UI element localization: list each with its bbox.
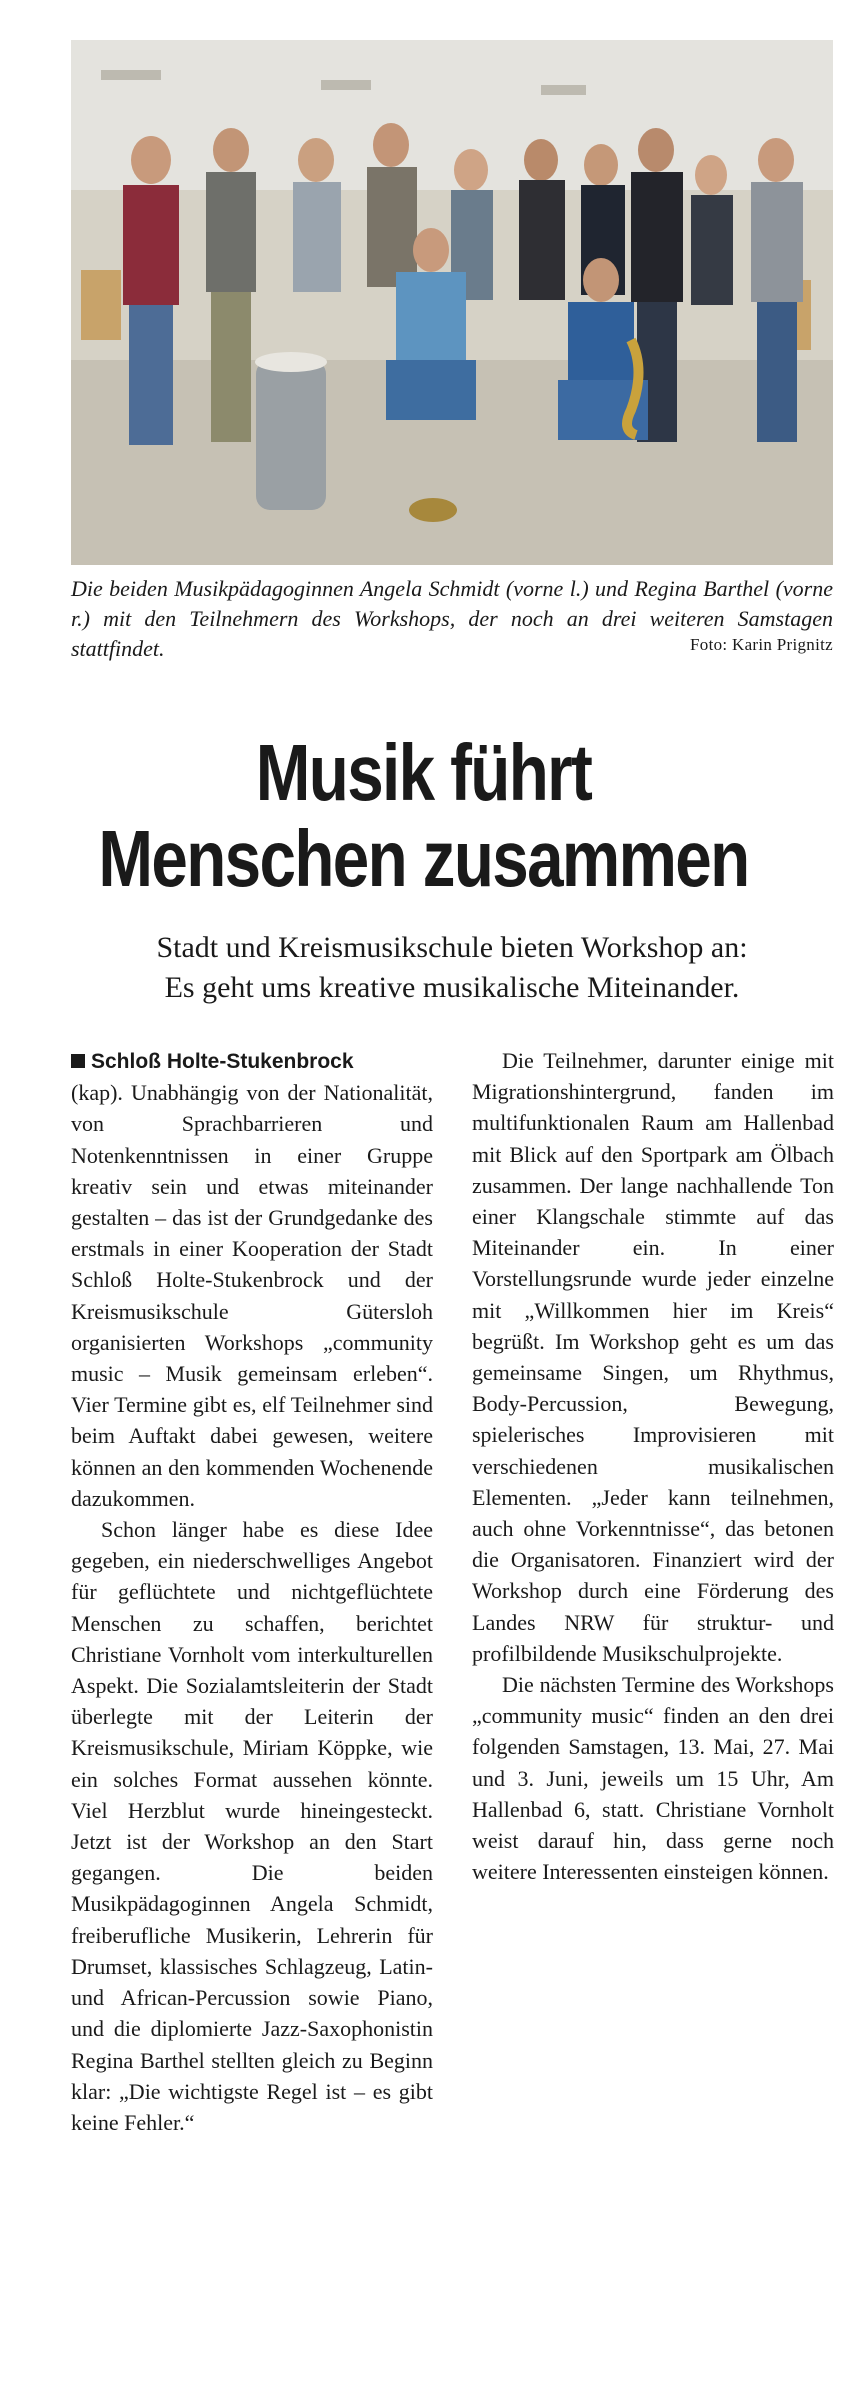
paragraph-3-text: Die Teilnehmer, darunter einige mit Migrationshintergrund, fanden im multifunktionalen Raum am Hallenbad mit Blick auf den Sportpark am Ölbach zusammen. Der lange nachhallende Ton einer Klangschale stimmte auf das Miteinander ein. In einer Vorstellungsrunde wurde jeder einzelne mit „Willkommen hier im Kreis“ begrüßt. Im Workshop geht es um das gemeinsame Singen, um Rhythmus, Body-Percussion, Bewegung, spielerisches Improvisieren mit verschiedenen musikalischen Elementen. „Jeder kann teilnehmen, auch ohne Vorkenntnisse“, das betonen die Organisatoren. Finanziert wird der Workshop durch eine Förderung des Landes NRW für struktur- und profilbildende Musikschulprojekte.	[472, 1048, 834, 1666]
photo-credit: Foto: Karin Prignitz	[690, 635, 833, 654]
headline-line-1: Musik führt	[255, 728, 592, 817]
caption-text: Die beiden Musikpädagoginnen Angela Schmidt (vorne l.) und Regina Barthel (vorne r.) mit den Teilnehmern des Workshops, der noch an drei weiteren Samstagen stattfindet.	[71, 576, 833, 661]
paragraph-4-text: Die nächsten Termine des Workshops „community music“ finden an den drei folgenden Samstagen, 13. Mai, 27. Mai und 3. Juni, jeweils um 15 Uhr, Am Hallenbad 6, statt. Christiane Vornholt weist darauf hin, dass gerne noch weitere Interessenten einsteigen können.	[472, 1672, 834, 1885]
paragraph-1-text: (kap). Unabhängig von der Nationalität, von Sprachbarrieren und Notenkenntnissen in einer Gruppe kreativ sein und etwas miteinander gestalten – das ist der Grundgedanke des erstmals in einer Kooperation der Stadt Schloß Holte-Stukenbrock und der Kreismusikschule Gütersloh organisierten Workshops „community music – Musik gemeinsam erleben“. Vier Termine gibt es, elf Teilnehmer sind beim Auftakt dabei gewesen, weitere können an den kommenden Wochenende dazukommen.	[71, 1080, 433, 1511]
group-photo	[71, 40, 833, 565]
group-photo-illustration	[71, 40, 833, 565]
subheadline-line-1: Stadt und Kreismusikschule bieten Workshop an:	[156, 931, 748, 964]
article-paragraph-2	[71, 1514, 433, 2138]
subheadline	[71, 928, 833, 1008]
article-paragraph-1	[71, 1045, 433, 1514]
subheadline-line-2: Es geht ums kreative musikalische Miteinander.	[164, 971, 740, 1004]
dateline: Schloß Holte-Stukenbrock	[91, 1050, 354, 1073]
article-paragraph-3	[472, 1045, 834, 1669]
article-paragraph-4	[472, 1669, 834, 1887]
article-column-left	[71, 1045, 433, 2138]
headline-line-2: Menschen zusammen	[98, 814, 749, 903]
dateline-square-icon	[71, 1054, 85, 1068]
paragraph-2-text: Schon länger habe es diese Idee gegeben, ein niederschwelliges Angebot für geflüchtete und nichtgeflüchtete Menschen zu schaffen, berichtet Christiane Vornholt vom interkulturellen Aspekt. Die Sozialamtsleiterin der Stadt überlegte mit der Leiterin der Kreismusikschule, Miriam Köppke, wie ein solches Format aussehen könnte. Viel Herzblut wurde hineingesteckt. Jetzt ist der Workshop an den Start gegangen. Die beiden Musikpädagoginnen Angela Schmidt, freiberufliche Musikerin, Lehrerin für Drumset, klassisches Schlagzeug, Latin- und African-Percussion sowie Piano, und die diplomierte Jazz-Saxophonistin Regina Barthel stellten gleich zu Beginn klar: „Die wichtigste Regel ist – es gibt keine Fehler.“	[71, 1517, 433, 2135]
headline	[76, 730, 771, 902]
article-column-right	[472, 1045, 834, 1887]
